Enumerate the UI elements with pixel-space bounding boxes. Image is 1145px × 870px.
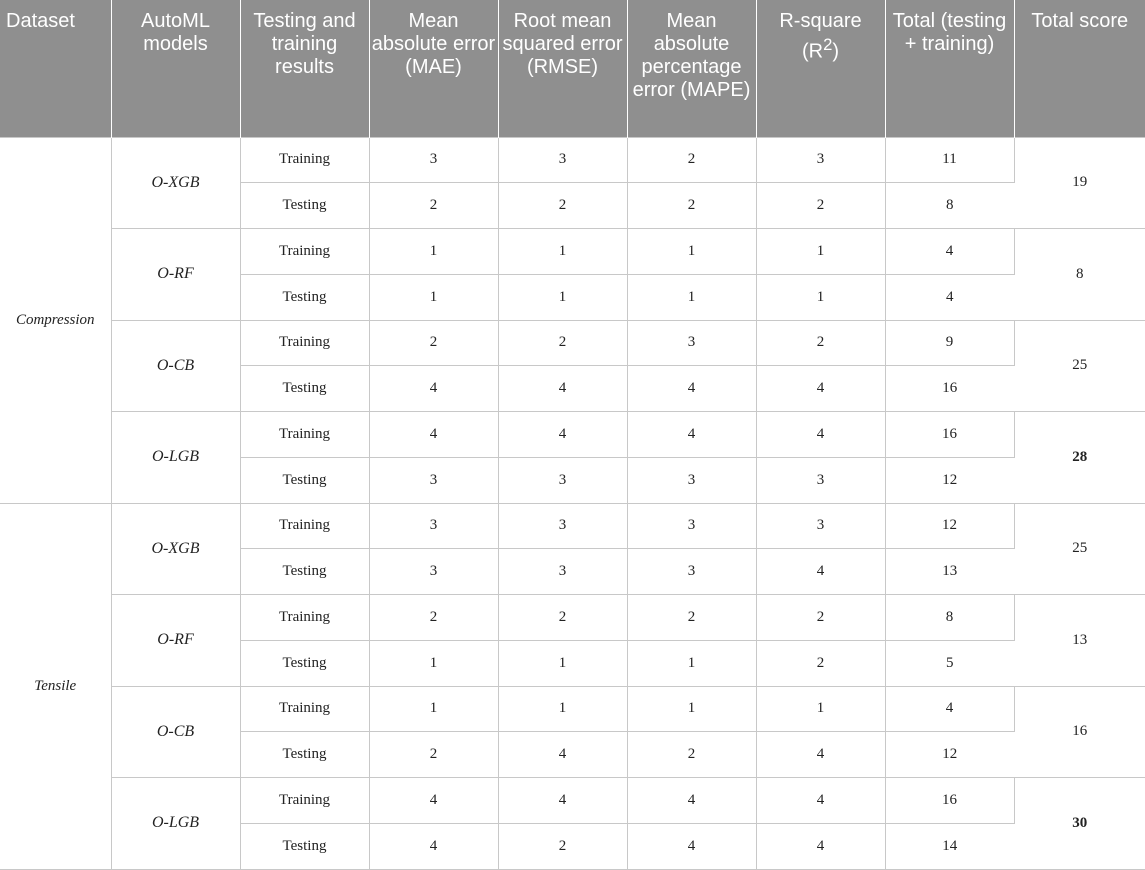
model-cell: O-RF — [111, 595, 240, 687]
mape-cell: 2 — [627, 137, 756, 183]
table-row — [0, 595, 1145, 641]
phase-cell: Testing — [240, 366, 369, 412]
total-cell: 8 — [885, 595, 1014, 641]
total-cell: 5 — [885, 640, 1014, 686]
table-body — [0, 137, 1145, 869]
total-cell: 12 — [885, 503, 1014, 549]
model-cell: O-XGB — [111, 503, 240, 595]
dataset-cell: Tensile — [0, 503, 111, 869]
header-rmse: Root mean squared error (RMSE) — [498, 0, 627, 137]
total-score-cell: 30 — [1014, 778, 1145, 870]
header-mae: Mean absolute error (MAE) — [369, 0, 498, 137]
mape-cell: 3 — [627, 457, 756, 503]
mae-cell: 1 — [369, 274, 498, 320]
header-mape: Mean absolute percentage error (MAPE) — [627, 0, 756, 137]
total-cell: 8 — [885, 183, 1014, 229]
phase-cell: Testing — [240, 823, 369, 869]
total-cell: 16 — [885, 412, 1014, 458]
total-cell: 4 — [885, 686, 1014, 732]
mae-cell: 4 — [369, 366, 498, 412]
header-r2-suffix: ) — [832, 40, 840, 63]
header-r2 — [756, 0, 885, 137]
mape-cell: 3 — [627, 320, 756, 366]
mae-cell: 2 — [369, 320, 498, 366]
total-score-cell: 28 — [1014, 412, 1145, 504]
table-row — [0, 320, 1145, 366]
r2-cell: 4 — [756, 366, 885, 412]
phase-cell: Testing — [240, 732, 369, 778]
table-row — [0, 778, 1145, 824]
model-cell: O-XGB — [111, 137, 240, 229]
rmse-cell: 2 — [498, 320, 627, 366]
mape-cell: 1 — [627, 640, 756, 686]
mape-cell: 4 — [627, 778, 756, 824]
total-cell: 12 — [885, 732, 1014, 778]
mae-cell: 2 — [369, 732, 498, 778]
header-total: Total (testing + training) — [885, 0, 1014, 137]
mape-cell: 4 — [627, 366, 756, 412]
phase-cell: Testing — [240, 640, 369, 686]
r2-cell: 1 — [756, 686, 885, 732]
rmse-cell: 3 — [498, 457, 627, 503]
phase-cell: Training — [240, 137, 369, 183]
table-header — [0, 0, 1145, 137]
rmse-cell: 2 — [498, 595, 627, 641]
rmse-cell: 1 — [498, 640, 627, 686]
header-dataset: Dataset — [0, 0, 111, 137]
model-cell: O-LGB — [111, 778, 240, 870]
total-score-cell: 19 — [1014, 137, 1145, 229]
phase-cell: Training — [240, 229, 369, 275]
mae-cell: 4 — [369, 778, 498, 824]
model-cell: O-CB — [111, 686, 240, 778]
mape-cell: 3 — [627, 503, 756, 549]
mae-cell: 1 — [369, 229, 498, 275]
phase-cell: Testing — [240, 457, 369, 503]
rmse-cell: 3 — [498, 137, 627, 183]
dataset-cell: Compression — [0, 137, 111, 503]
total-cell: 13 — [885, 549, 1014, 595]
total-cell: 11 — [885, 137, 1014, 183]
r2-cell: 4 — [756, 412, 885, 458]
model-cell: O-RF — [111, 229, 240, 321]
mae-cell: 3 — [369, 457, 498, 503]
phase-cell: Training — [240, 412, 369, 458]
rmse-cell: 4 — [498, 778, 627, 824]
r2-cell: 2 — [756, 320, 885, 366]
mape-cell: 1 — [627, 686, 756, 732]
mape-cell: 3 — [627, 549, 756, 595]
mae-cell: 4 — [369, 412, 498, 458]
mae-cell: 1 — [369, 640, 498, 686]
r2-cell: 4 — [756, 823, 885, 869]
phase-cell: Training — [240, 778, 369, 824]
total-score-cell: 13 — [1014, 595, 1145, 687]
rmse-cell: 3 — [498, 503, 627, 549]
mape-cell: 4 — [627, 412, 756, 458]
mae-cell: 2 — [369, 183, 498, 229]
rmse-cell: 4 — [498, 732, 627, 778]
table-row — [0, 686, 1145, 732]
total-score-cell: 16 — [1014, 686, 1145, 778]
phase-cell: Training — [240, 595, 369, 641]
table-row — [0, 137, 1145, 183]
mae-cell: 2 — [369, 595, 498, 641]
phase-cell: Training — [240, 503, 369, 549]
header-phase: Testing and training results — [240, 0, 369, 137]
total-score-cell: 8 — [1014, 229, 1145, 321]
header-r2-prefix: R-square (R — [779, 10, 862, 63]
rmse-cell: 4 — [498, 366, 627, 412]
table-row — [0, 503, 1145, 549]
mae-cell: 3 — [369, 549, 498, 595]
rmse-cell: 1 — [498, 229, 627, 275]
mape-cell: 1 — [627, 229, 756, 275]
r2-cell: 2 — [756, 595, 885, 641]
model-cell: O-CB — [111, 320, 240, 412]
mape-cell: 2 — [627, 595, 756, 641]
mae-cell: 3 — [369, 137, 498, 183]
total-cell: 4 — [885, 274, 1014, 320]
header-model: AutoML models — [111, 0, 240, 137]
rmse-cell: 4 — [498, 412, 627, 458]
r2-cell: 1 — [756, 274, 885, 320]
total-cell: 4 — [885, 229, 1014, 275]
r2-cell: 3 — [756, 457, 885, 503]
table-row — [0, 229, 1145, 275]
total-cell: 16 — [885, 366, 1014, 412]
mae-cell: 4 — [369, 823, 498, 869]
r2-cell: 4 — [756, 549, 885, 595]
rmse-cell: 2 — [498, 183, 627, 229]
total-score-cell: 25 — [1014, 503, 1145, 595]
r2-cell: 2 — [756, 183, 885, 229]
total-cell: 16 — [885, 778, 1014, 824]
table-row — [0, 412, 1145, 458]
phase-cell: Training — [240, 320, 369, 366]
rmse-cell: 1 — [498, 274, 627, 320]
mape-cell: 2 — [627, 183, 756, 229]
total-cell: 12 — [885, 457, 1014, 503]
total-cell: 14 — [885, 823, 1014, 869]
r2-cell: 3 — [756, 503, 885, 549]
r2-cell: 2 — [756, 640, 885, 686]
phase-cell: Testing — [240, 549, 369, 595]
mae-cell: 1 — [369, 686, 498, 732]
mape-cell: 1 — [627, 274, 756, 320]
model-cell: O-LGB — [111, 412, 240, 504]
mape-cell: 4 — [627, 823, 756, 869]
r2-cell: 4 — [756, 732, 885, 778]
rmse-cell: 2 — [498, 823, 627, 869]
mape-cell: 2 — [627, 732, 756, 778]
phase-cell: Testing — [240, 274, 369, 320]
rmse-cell: 3 — [498, 549, 627, 595]
rmse-cell: 1 — [498, 686, 627, 732]
r2-cell: 1 — [756, 229, 885, 275]
total-cell: 9 — [885, 320, 1014, 366]
phase-cell: Training — [240, 686, 369, 732]
header-score: Total score — [1014, 0, 1145, 137]
r2-cell: 4 — [756, 778, 885, 824]
r2-cell: 3 — [756, 137, 885, 183]
mae-cell: 3 — [369, 503, 498, 549]
total-score-cell: 25 — [1014, 320, 1145, 412]
header-r2-superscript: 2 — [823, 35, 833, 54]
phase-cell: Testing — [240, 183, 369, 229]
